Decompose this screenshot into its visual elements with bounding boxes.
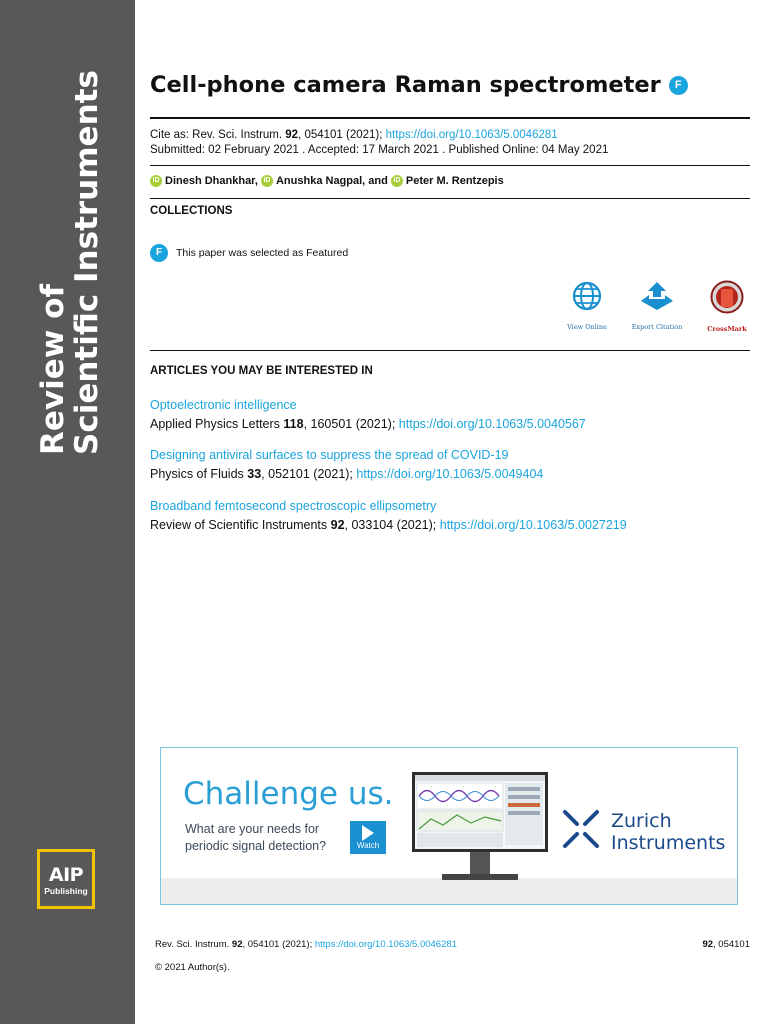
article-doi-link[interactable]: https://doi.org/10.1063/5.0040567 [398, 417, 586, 431]
aip-publishing-logo[interactable] [37, 849, 95, 909]
article-volume: 33 [247, 467, 262, 481]
watch-label: Watch [356, 841, 380, 850]
monitor-stand-base [442, 874, 518, 880]
copyright-notice: © 2021 Author(s). [155, 962, 230, 973]
crossmark-icon [710, 280, 744, 314]
author-name[interactable]: Anushka Nagpal, and [275, 175, 388, 188]
crossmark-label: CrossMark [707, 325, 747, 333]
related-article-title-link[interactable]: Broadband femtosecond spectroscopic ellipsometry [150, 499, 437, 513]
paper-title: Cell-phone camera Raman spectrometer [150, 72, 661, 98]
collections-heading: COLLECTIONS [150, 205, 233, 217]
article-volume: 118 [283, 417, 304, 431]
article-journal: Physics of Fluids [150, 467, 248, 481]
article-journal: Applied Physics Letters [150, 417, 284, 431]
view-online-button[interactable] [552, 280, 622, 331]
ad-subtext [185, 821, 326, 855]
ad-footer-strip [161, 878, 737, 904]
orcid-icon[interactable]: iD [391, 175, 403, 187]
crossmark-button[interactable] [692, 280, 762, 333]
related-article-title-link[interactable]: Optoelectronic intelligence [150, 398, 297, 412]
title-divider [150, 117, 750, 119]
featured-badge-icon[interactable]: F [150, 244, 168, 262]
meta-divider [150, 165, 750, 166]
orcid-icon[interactable]: iD [150, 175, 162, 187]
footer-page-number [702, 939, 750, 950]
journal-title-line1: Review of [35, 284, 71, 455]
article-journal: Review of Scientific Instruments [150, 518, 331, 532]
articles-divider [150, 350, 750, 351]
article-doi-link[interactable]: https://doi.org/10.1063/5.0049404 [356, 467, 544, 481]
related-article [150, 497, 750, 535]
zurich-instruments-brand [611, 810, 725, 854]
footer-page-rest: , 054101 [713, 939, 750, 950]
author-name[interactable]: Dinesh Dhankhar, [165, 175, 258, 188]
footer-citation [155, 939, 457, 950]
related-article-reference [150, 465, 750, 484]
footer-ref-rest: , 054101 (2021); [242, 939, 315, 950]
footer-ref-volume: 92 [231, 939, 243, 950]
aip-logo-sub: Publishing [44, 886, 88, 896]
article-volume: 92 [330, 518, 345, 532]
advertisement-banner[interactable] [160, 747, 738, 905]
title-row [150, 72, 750, 102]
cite-doi-link[interactable]: https://doi.org/10.1063/5.0046281 [385, 129, 558, 141]
article-ref-rest: , 160501 (2021); [303, 417, 399, 431]
cite-rest: , 054101 (2021); [298, 129, 386, 141]
author-list [150, 175, 504, 187]
monitor-stand [470, 852, 490, 874]
cite-volume: 92 [285, 129, 299, 141]
ad-subtext-line1: What are your needs for [185, 822, 320, 836]
related-article [150, 446, 750, 484]
view-online-label: View Online [567, 323, 607, 331]
article-actions [552, 280, 762, 333]
zurich-instruments-logo-icon [561, 808, 601, 850]
authors-divider [150, 198, 750, 199]
ad-subtext-line2: periodic signal detection? [185, 839, 327, 853]
cite-line [150, 128, 608, 143]
related-article-title-link[interactable]: Designing antiviral surfaces to suppress the spread of COVID-19 [150, 448, 509, 462]
article-doi-link[interactable]: https://doi.org/10.1063/5.0027219 [439, 518, 627, 532]
related-article [150, 396, 750, 434]
article-ref-rest: , 033104 (2021); [344, 518, 440, 532]
orcid-icon[interactable]: iD [261, 175, 273, 187]
export-citation-label: Export Citation [631, 323, 683, 331]
author-name[interactable]: Peter M. Rentzepis [405, 175, 504, 188]
citation-block [150, 128, 608, 158]
brand-line2: Instruments [611, 832, 726, 854]
journal-sidebar [0, 0, 135, 1024]
related-articles-heading: ARTICLES YOU MAY BE INTERESTED IN [150, 365, 373, 377]
globe-icon [571, 280, 603, 312]
related-article-reference [150, 415, 750, 434]
export-citation-icon [639, 280, 675, 312]
cite-prefix: Cite as: Rev. Sci. Instrum. [150, 129, 286, 141]
article-ref-rest: , 052101 (2021); [261, 467, 357, 481]
instrument-screen-graphic [415, 775, 545, 849]
footer-ref-prefix: Rev. Sci. Instrum. [155, 939, 232, 950]
export-citation-button[interactable] [622, 280, 692, 331]
dates-line: Submitted: 02 February 2021 . Accepted: 17 March 2021 . Published Online: 04 May 2021 [150, 144, 609, 156]
ad-headline: Challenge us. [183, 776, 394, 812]
brand-line1: Zurich [611, 810, 672, 832]
footer-doi-link[interactable]: https://doi.org/10.1063/5.0046281 [314, 939, 457, 950]
watch-video-button[interactable] [350, 821, 386, 854]
journal-title-line2: Scientific Instruments [69, 70, 105, 455]
related-article-reference [150, 516, 750, 535]
featured-text: This paper was selected as Featured [176, 247, 349, 259]
play-icon [362, 825, 374, 841]
journal-title [36, 70, 104, 455]
footer-page-volume: 92 [702, 939, 714, 950]
featured-badge-icon[interactable]: F [669, 76, 688, 95]
monitor-illustration [412, 772, 548, 852]
aip-logo-main: AIP [48, 864, 84, 886]
featured-row [150, 244, 348, 262]
